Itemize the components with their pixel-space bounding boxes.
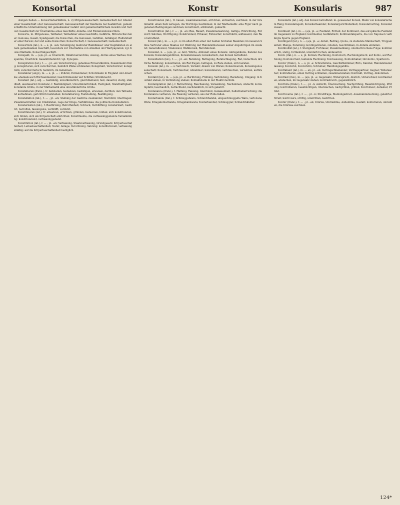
- entry-paragraph: Konsul (lat.), m. — s, pl. -n; im alten Rom einer der beiden höchsten Beamten; im neueren Sinne Vertreter eines Staates zur Wahrung der Handelsinteressen seiner Angehörigen im Ausland; Generalkonsul, Vizekonsul, Wahlkonsul, Berufskonsul.: [144, 40, 262, 51]
- entry-paragraph: Kontrolle (franz.), f. — , pl. -n; Aufsicht, Überwachung, Nachprüfung, Beaufsichtigung, Prüfung; kontrollieren, beaufsichtigen, überwachen, nachprüfen, prüfen; Kontrolleur, Aufseher, Prüfer.: [274, 82, 392, 93]
- entry-paragraph: Kontenance (franz.), f. Haltung, Fassung, Gleichmut, Gelassenheit, Selbstbeherrschung; die Kontenance verlieren, die Fassung verlieren, aus der Rolle fallen.: [144, 89, 262, 97]
- entry-paragraph: Konstatieren (franz.), tr. feststellen, festsetzen, bestätigen, erweisen, darthun; den Tatbestand aufnehmen, gerichtlich feststellen; Konstatierung, Feststellung, Bestätigung.: [14, 89, 132, 97]
- entry-paragraph: Kontor (franz.), n. — s, pl. -e; Schreibstube, Geschäftszimmer, Büro, Kanzlei; Handelsniederlassung; Kontorist, Kontoristin, Schreiber, Handlungsgehilfe.: [274, 61, 392, 69]
- text-column-2: [144, 19, 262, 489]
- header-rule: [14, 16, 392, 17]
- entry-paragraph: Kontakt (lat.), m. — (e)s, pl. -e; Berührung, Fühlung, Verbindung, Beziehung, Umgang; in Kontakt stehen, in Verbindung stehen; Kontaktstelle in der Elektrotechnik.: [144, 75, 262, 83]
- entry-paragraph: Konsum (lat.), m. — s; Verbrauch, Verzehr, Absatz von Waren; Konsumverein, Konsumgenossenschaft; Konsument, Verbraucher, Abnehmer; konsumieren, verbrauchen, verzehren, aufbrauchen.: [144, 65, 262, 76]
- entry-paragraph: Konstituieren (lat.), tr. einsetzen, errichten, gründen, festsetzen, bilden; sich konstituieren, sich bilden, sich als Körperschaft einrichten; Konstituente, die verfassunggebende Versammlung; konstituierend, verfassunggebend.: [14, 111, 132, 122]
- entry-paragraph: Kontemplation (lat.), f. Betrachtung, Beschauung, Versenkung, Nachsinnen, Andacht; kontemplativ, beschaulich, betrachtend, nachdenklich, in sich gekehrt.: [144, 82, 262, 90]
- entry-paragraph: Konsortium (lat.), n. — s, pl. -ien; Vereinigung mehrerer Bankhäuser oder Kapitalisten zu einem gemeinsamen Geschäft, besonders zur Übernahme von Anleihen und Wertpapieren; vgl. Konsortialbank, Konsortialgeschäft.: [14, 43, 132, 54]
- entry-paragraph: Konstruktion (lat.), f. — , pl. -en; Bau, Bauart, Zusammensetzung, Gefüge, Einrichtung, Entwurf; Satzbau, Wortfügung; Konstrukteur, Erbauer, Entwerfer; konstruktiv, aufbauend, den Bau betreffend.: [144, 29, 262, 40]
- running-header: [14, 3, 392, 14]
- entry-paragraph: Konto (ital.), n. — s, pl. Konten; Rechnung, Kontobuch, Rechnungsbuch; auf Konto, auf Rechnung; Kontokorrent, laufende Rechnung; Kontoauszug, Kontoinhaber, Girokonto, Sparkonto.: [274, 54, 392, 62]
- entry-paragraph: Kontinuität (lat.), f. Stetigkeit, Fortdauer, Zusammenhang, ununterbrochene Folge; kontinuierlich, stetig, fortlaufend, ununterbrochen, andauernd.: [274, 47, 392, 54]
- header-left-word: Konsortal: [32, 3, 76, 13]
- entry-paragraph: Konsorte, m. Mitgenosse, Teilhaber, Teilnehmer eines Geschäfts, Gefährte, Mitverschworener; Genosse, Gesell, Spießgesell; die Konsorten, die Genossen, Gehilfen, Anhänger, Helfershelfer einer Person; der und seine Konsorten; Konsortschaft, f. Genossenschaft; Gemeinschaft.: [14, 33, 132, 44]
- entry-paragraph: Konstellation (lat.), f. — , pl. -en; Stellung der Gestirne zueinander; Sternbild; übertragen: Zusammentreffen von Umständen, Lage der Dinge, Verhältnisse; die politische Konstellation.: [14, 97, 132, 104]
- entry-paragraph: Konstitution (lat.), f. — , pl. -en; Verfassung, Staatsverfassung, Grundgesetz; Körperbeschaffenheit, Leibesbeschaffenheit, Natur, Anlage; Verordnung, Satzung; konstitutionell, verfassungsmäßig; auf die Körperbeschaffenheit bezüglich.: [14, 121, 132, 132]
- text-column-1: [14, 19, 132, 489]
- page-number: 987: [375, 3, 392, 13]
- footer-signature: 124*: [379, 495, 392, 501]
- entry-paragraph: Konsulat, n. — (e)s, pl. -e; Amt, Würde, Amtszeit eines Konsuls; Amtsgebäude, Kanzlei des Konsuls; Konsulatsgebühren, Konsulatswesen; konsularisch, den Konsul betreffend.: [144, 50, 262, 58]
- entry-paragraph: Konspiration (lat.), f. — , pl. -en; Verschwörung, geheimes Einverständnis, Zusammenrottung; konspirieren, sich verschwören, heimlich Pläne schmieden; Konspirant, Verschwörer; konspirativ, verschwörerisch; heimlich, im Geheimen.: [14, 61, 132, 72]
- entry-paragraph: Konterbande (ital.), f. Schmuggelware, Schleichhandel, eingeschmuggelte Ware, verbotene Ware; Kriegskonterbande, Kriegsbannware; Konterbandier, Schmuggler, Schleichhändler.: [144, 97, 262, 104]
- entry-paragraph: Kontinent (lat.), m. — (e)s, pl. -e; Festland, Erdteil; der Kontinent, das europäische Festland im Gegensatz zu England; kontinental, festländisch; Kontinentalsperre, die von Napoleon verhängte Sperre gegen England.: [274, 29, 392, 40]
- entry-paragraph: Kontingent (lat.), n. — (e)s, pl. -e; Anteil, Beitrag, Quote, zu stellende Mannschaft, Truppenanteil; Menge, Zuteilung; kontingentieren, zuteilen, beschränken, in Anteile einteilen.: [274, 40, 392, 47]
- entry-paragraph: Konsularis (lat.), adj. den Konsul betreffend; m. gewesener Konsul, Mann von konsularischem Rang; Konsularagent, Konsularbeamter, Konsulargerichtsbarkeit, Konsularvertrag, Konsularwesen.: [274, 19, 392, 30]
- entry-paragraph: Kontrahent (lat.), m. — en, pl. -en; Vertragschließender, Vertragspartner, Gegner, Widersacher; kontrahieren, einen Vertrag schließen, zusammenziehen; Kontrakt, Vertrag, Abkommen.: [274, 68, 392, 76]
- entry-paragraph: Konstabler (engl.), m. — s, pl. — ; Polizist, Polizeidiener, Schutzmann in England und Amerika; ehemals auch Büchsenmeister, Geschützmeister auf Schiffen; Stückknecht.: [14, 72, 132, 79]
- header-center-word: Konstr: [187, 3, 219, 13]
- entry-paragraph: Konstant (lat.), adj. — beständig, unveränderlich, gleichbleibend, fest, dauernd, stetig, standhaft, ausdauernd; Konstanz, f. Beständigkeit, Unveränderlichkeit, Festigkeit, Standhaftigkeit; konstante Größe, in der Mathematik eine unveränderliche Größe.: [14, 79, 132, 90]
- entry-paragraph: Konsultation (lat.), f. — , pl. -en; Beratung, Befragung, Beratschlagung, Rat, Gutachten; ärztliche Beratung; konsultieren, um Rat fragen, befragen, zu Rate ziehen, sich beraten.: [144, 58, 262, 65]
- entry-paragraph: Konstruieren (lat.), tr. bauen, zusammensetzen, errichten, entwerfen, zeichnen; in der Grammatik: einen Satz zerlegen, die Wortfolge bestimmen; in der Mathematik: eine Figur nach gegebenen Bedingungen zeichnen; konstruiert, erkünstelt, gemacht.: [144, 19, 262, 30]
- entry-paragraph: Kontroverse (lat.), f. — , pl. -n; Streitfrage, Meinungsstreit, Auseinandersetzung, gelehrter Streit; kontrovers, strittig, umstritten, bestritten.: [274, 93, 392, 101]
- entry-paragraph: Konsternation (lat.), f. Bestürzung, Betroffenheit, Schreck, Verblüffung; konsterniert, bestürzt, betroffen, fassungslos, verblüfft, verdutzt.: [14, 104, 132, 111]
- dictionary-page: [14, 3, 392, 501]
- entry-paragraph: Konspekt, m. — (e)s, pl. -e; Übersicht, Inhaltsverzeichnis, Auszug, Abriss eines Werkes; Konspektus, Überblick; Gesamtübersicht; vgl. Synopsis.: [14, 54, 132, 62]
- entry-paragraph: obsigen Seiten — Konsortialverhältnis, n. 2) Mitgenossenschaft; Gemeinschaft der Glieder einer Gesellschaft oder Genossenschaft; Genossenschaft der Kaufleute bei Seefahrten; gemeinschaftliche Unternehmung mit gemeinsamer Gefahr und gemeinschaftlichem Gewinn und Verlust; Gesellschaft zur Übernahme eines Geschäfts; Anleihe- und Emissionskonsortium.: [14, 19, 132, 33]
- entry-paragraph: Kontrast (ital.), m. — (e)s, pl. -e; Gegensatz, Widerspruch, Abstich, Unterschied; kontrastieren, abstechen, im Gegensatz stehen; kontrastreich, gegensätzlich.: [274, 75, 392, 83]
- entry-paragraph: Kontur (franz.), f. — , pl. -en; Umriss, Umrisslinie, Außenlinie, Gestalt; konturieren, umreißen, die Umrisse zeichnen.: [274, 100, 392, 108]
- text-column-3: [274, 19, 392, 489]
- header-right-word: Konsularis: [293, 3, 342, 13]
